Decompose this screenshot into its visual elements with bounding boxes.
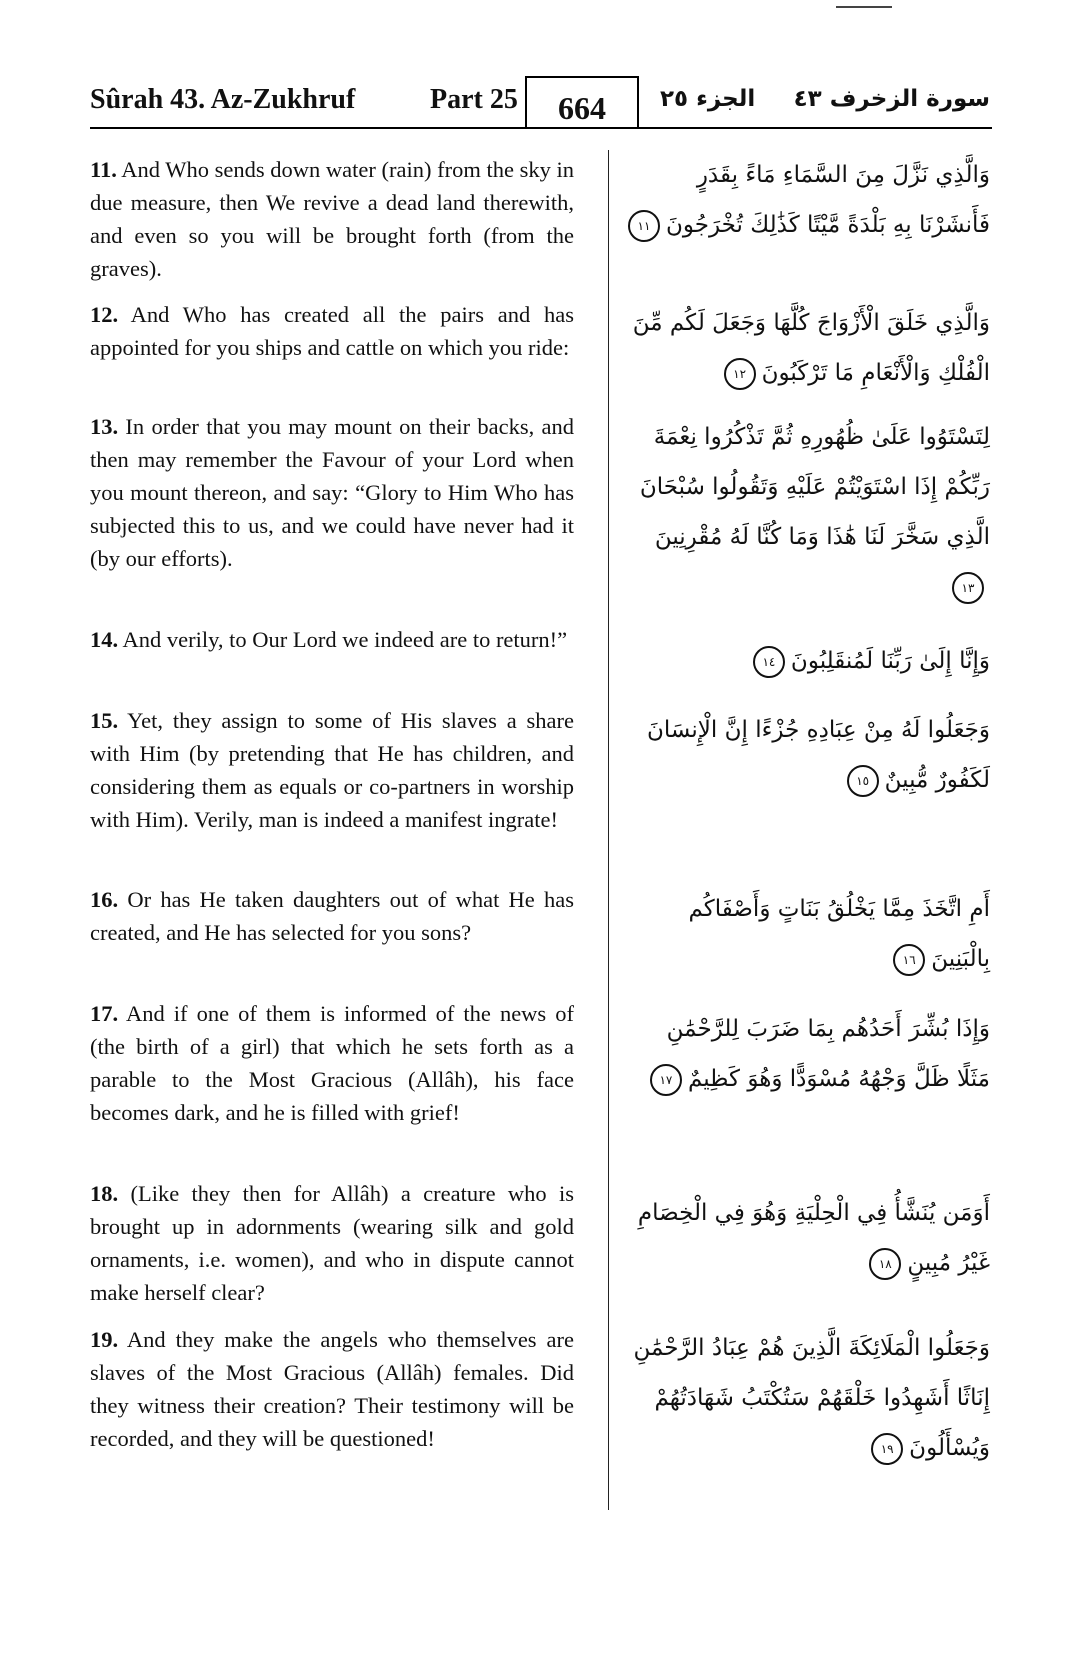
verse-text-en: Yet, they assign to some of His slaves a share with Him (by pretending that He has children, and considering them as equals or co-partners in worship with Him). Verily, man is indeed a manifest ingrate! <box>90 708 574 832</box>
verse-number: 19. <box>90 1327 119 1352</box>
verse-ar <box>628 705 990 805</box>
verse-text-en: And verily, to Our Lord we indeed are to return!” <box>122 627 568 652</box>
verse-ar <box>628 150 990 250</box>
verse-en <box>90 1323 574 1455</box>
verse-ar <box>628 298 990 398</box>
header-rule <box>90 127 992 129</box>
verse-text-ar: وَإِذَا بُشِّرَ أَحَدُهُم بِمَا ضَرَبَ لِلرَّحْمَٰنِ مَثَلًا ظَلَّ وَجْهُهُ مُسْوَدًّا وَهُوَ كَظِيمٌ <box>666 1016 990 1092</box>
ayah-end-marker: ١٦ <box>893 944 925 976</box>
verse-text-en: Or has He taken daughters out of what He has created, and He has selected for you sons? <box>90 887 574 945</box>
verse-number: 14. <box>90 627 119 652</box>
verse-number: 15. <box>90 708 119 733</box>
verse-text-en: And they make the angels who themselves are slaves of the Most Gracious (Allâh) females. Did they witness their creation? Their testimony will be recorded, and they will be questioned! <box>90 1327 574 1451</box>
ayah-end-marker: ١٤ <box>753 646 785 678</box>
verse-en <box>90 997 574 1129</box>
ayah-end-marker: ١٣ <box>952 572 984 604</box>
verse-number: 17. <box>90 1001 119 1026</box>
verse-text-en: And Who sends down water (rain) from the sky in due measure, then We revive a dead land therewith, and even so you will be brought forth (from the graves). <box>90 157 574 281</box>
verse-number: 12. <box>90 302 119 327</box>
verse-text-ar: لِتَسْتَوُوا عَلَىٰ ظُهُورِهِ ثُمَّ تَذْكُرُوا نِعْمَةَ رَبِّكُمْ إِذَا اسْتَوَيْتُمْ عَلَيْهِ وَتَقُولُوا سُبْحَانَ الَّذِي سَخَّرَ لَنَا هَٰذَا وَمَا كُنَّا لَهُ مُقْرِنِينَ <box>639 424 990 550</box>
ayah-end-marker: ١٩ <box>871 1433 903 1465</box>
surah-title-en: Sûrah 43. Az-Zukhruf <box>90 84 356 115</box>
verse-en <box>90 623 574 656</box>
verse-number: 18. <box>90 1181 119 1206</box>
page-number: 664 <box>558 90 606 126</box>
verse-en <box>90 153 574 285</box>
verse-text-en: And if one of them is informed of the news of (the birth of a girl) that which he sets forth as a parable to the Most Gracious (Allâh), his face becomes dark, and he is filled with grief! <box>90 1001 574 1125</box>
verse-number: 11. <box>90 157 117 182</box>
verse-ar <box>628 636 990 686</box>
verse-en <box>90 1177 574 1309</box>
verse-en <box>90 883 574 949</box>
verse-en <box>90 704 574 836</box>
part-label-ar: الجزء ٢٥ <box>660 86 756 112</box>
verse-text-en: In order that you may mount on their backs, and then may remember the Favour of your Lord when you mount thereon, and say: “Glory to Him Who has subjected this to us, and we could have never had it (by our efforts). <box>90 414 574 571</box>
verse-ar <box>628 1004 990 1104</box>
verse-text-ar: وَإِنَّا إِلَىٰ رَبِّنَا لَمُنقَلِبُونَ <box>790 648 990 674</box>
part-label-en: Part 25 <box>430 84 518 115</box>
column-divider <box>608 150 609 1510</box>
top-edge-mark <box>836 6 892 8</box>
verse-en <box>90 410 574 575</box>
verse-text-ar: أَمِ اتَّخَذَ مِمَّا يَخْلُقُ بَنَاتٍ وَأَصْفَاكُم بِالْبَنِينَ <box>688 896 990 972</box>
page-number-box <box>525 76 639 128</box>
ayah-end-marker: ١١ <box>628 210 660 242</box>
ayah-end-marker: ١٢ <box>724 358 756 390</box>
verse-en <box>90 298 574 364</box>
surah-title-ar: سورة الزخرف ٤٣ <box>793 86 990 112</box>
verse-ar <box>628 1323 990 1473</box>
verse-text-ar: وَالَّذِي نَزَّلَ مِنَ السَّمَاءِ مَاءً بِقَدَرٍ فَأَنشَرْنَا بِهِ بَلْدَةً مَّيْتًا كَذَٰلِكَ تُخْرَجُونَ <box>666 162 990 238</box>
verse-number: 13. <box>90 414 119 439</box>
ayah-end-marker: ١٨ <box>869 1248 901 1280</box>
verse-ar <box>628 1188 990 1288</box>
page-header <box>90 76 990 128</box>
verse-text-ar: وَجَعَلُوا الْمَلَائِكَةَ الَّذِينَ هُمْ عِبَادُ الرَّحْمَٰنِ إِنَاثًا أَشَهِدُوا خَلْقَهُمْ سَتُكْتَبُ شَهَادَتُهُمْ وَيُسْأَلُونَ <box>633 1335 990 1461</box>
verse-text-ar: وَجَعَلُوا لَهُ مِنْ عِبَادِهِ جُزْءًا إِنَّ الْإِنسَانَ لَكَفُورٌ مُّبِينٌ <box>646 717 990 793</box>
verse-number: 16. <box>90 887 119 912</box>
ayah-end-marker: ١٥ <box>847 765 879 797</box>
verse-text-ar: أَوَمَن يُنَشَّأُ فِي الْحِلْيَةِ وَهُوَ فِي الْخِصَامِ غَيْرُ مُبِينٍ <box>637 1200 990 1276</box>
verse-text-en: (Like they then for Allâh) a creature who is brought up in adornments (wearing silk and gold ornaments, i.e. women), and who in dispute cannot make herself clear? <box>90 1181 574 1305</box>
verse-ar <box>628 884 990 984</box>
verse-ar <box>628 412 990 612</box>
verse-text-ar: وَالَّذِي خَلَقَ الْأَزْوَاجَ كُلَّهَا وَجَعَلَ لَكُم مِّنَ الْفُلْكِ وَالْأَنْعَامِ مَا تَرْكَبُونَ <box>632 310 990 386</box>
ayah-end-marker: ١٧ <box>650 1064 682 1096</box>
verse-text-en: And Who has created all the pairs and has appointed for you ships and cattle on which you ride: <box>90 302 574 360</box>
